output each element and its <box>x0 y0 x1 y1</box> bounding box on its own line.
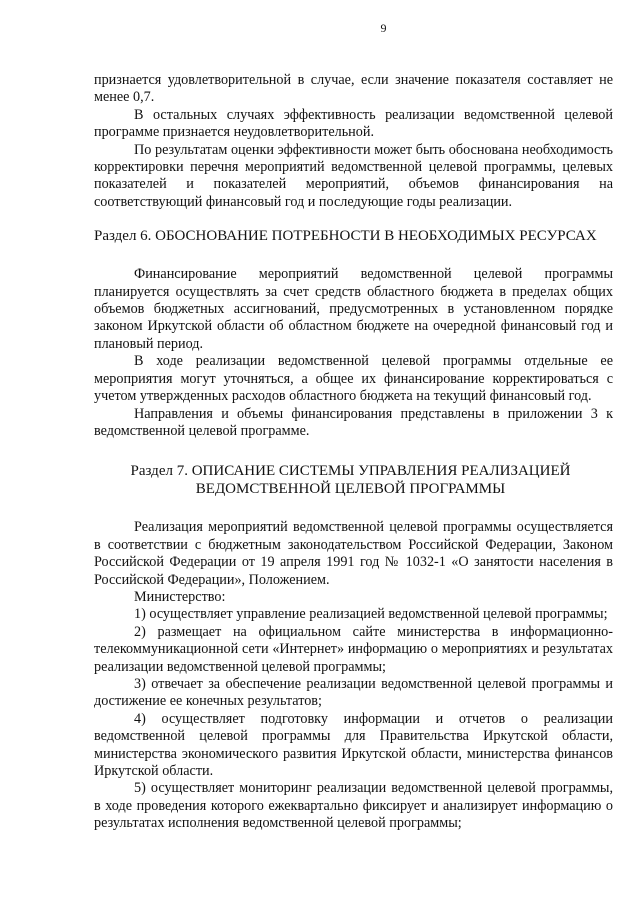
paragraph: По результатам оценки эффективности может быть обоснована необходимость корректировки перечня мероприятий ведомственной целевой программы, целевых показателей и показателей мероприятий, объемов финансирования на соответствующий финансовый год и последующие годы реализации. <box>94 141 613 210</box>
paragraph: признается удовлетворительной в случае, если значение показателя составляет не менее 0,7. <box>94 72 613 106</box>
section-7-heading-line-2: ВЕДОМСТВЕННОЙ ЦЕЛЕВОЙ ПРОГРАММЫ <box>195 481 506 498</box>
paragraph: Направления и объемы финансирования представлены в приложении 3 к ведомственной целевой программе. <box>94 405 613 439</box>
paragraph: В ходе реализации ведомственной целевой программы отдельные ее мероприятия могут уточняться, а общее их финансирование корректироваться с учетом утвержденных расходов областного бюджета на текущий финансовый год. <box>94 353 613 405</box>
paragraph: Финансирование мероприятий ведомственной целевой программы планируется осуществлять за счет средств областного бюджета в пределах общих объемов бюджетных ассигнований, предусмотренных в установленном порядке законом Иркутской области об областном бюджете на очередной финансовый год и плановый период. <box>94 266 613 352</box>
paragraph: В остальных случаях эффективность реализации ведомственной целевой программе признается неудовлетворительной. <box>94 106 613 141</box>
section-7-heading-line-1: Раздел 7. ОПИСАНИЕ СИСТЕМЫ УПРАВЛЕНИЯ РЕАЛИЗАЦИЕЙ <box>130 463 571 480</box>
list-item: 5) осуществляет мониторинг реализации ведомственной целевой программы, в ходе проведения которого ежеквартально фиксирует и анализирует информацию о результатах исполнения ведомственной целевой программы; <box>94 780 613 832</box>
section-7-body <box>94 519 613 832</box>
section-7-heading <box>94 462 613 498</box>
list-item: 4) осуществляет подготовку информации и отчетов о реализации ведомственной целевой программы для Правительства Иркутской области, министерства экономического развития Иркутской области, министерства финансов Иркутской области. <box>94 710 613 779</box>
intro-block <box>94 72 613 211</box>
list-item: 1) осуществляет управление реализацией ведомственной целевой программы; <box>134 606 608 623</box>
paragraph: Министерство: <box>134 588 226 605</box>
section-6-heading: Раздел 6. ОБОСНОВАНИЕ ПОТРЕБНОСТИ В НЕОБХОДИМЫХ РЕСУРСАХ <box>94 228 597 245</box>
section-6-body <box>94 266 613 440</box>
list-item: 2) размещает на официальном сайте министерства в информационно-телекоммуникационной сети «Интернет» информацию о мероприятиях и результатах реализации ведомственной целевой программы; <box>94 623 613 675</box>
page-number: 9 <box>380 21 387 35</box>
paragraph: Реализация мероприятий ведомственной целевой программы осуществляется в соответствии с бюджетным законодательством Российской Федерации, Законом Российской Федерации от 19 апреля 1991 год № 1032-1 «О занятости населения в Российской Федерации», Положением. <box>94 519 613 588</box>
list-item: 3) отвечает за обеспечение реализации ведомственной целевой программы и достижение ее конечных результатов; <box>94 675 613 710</box>
